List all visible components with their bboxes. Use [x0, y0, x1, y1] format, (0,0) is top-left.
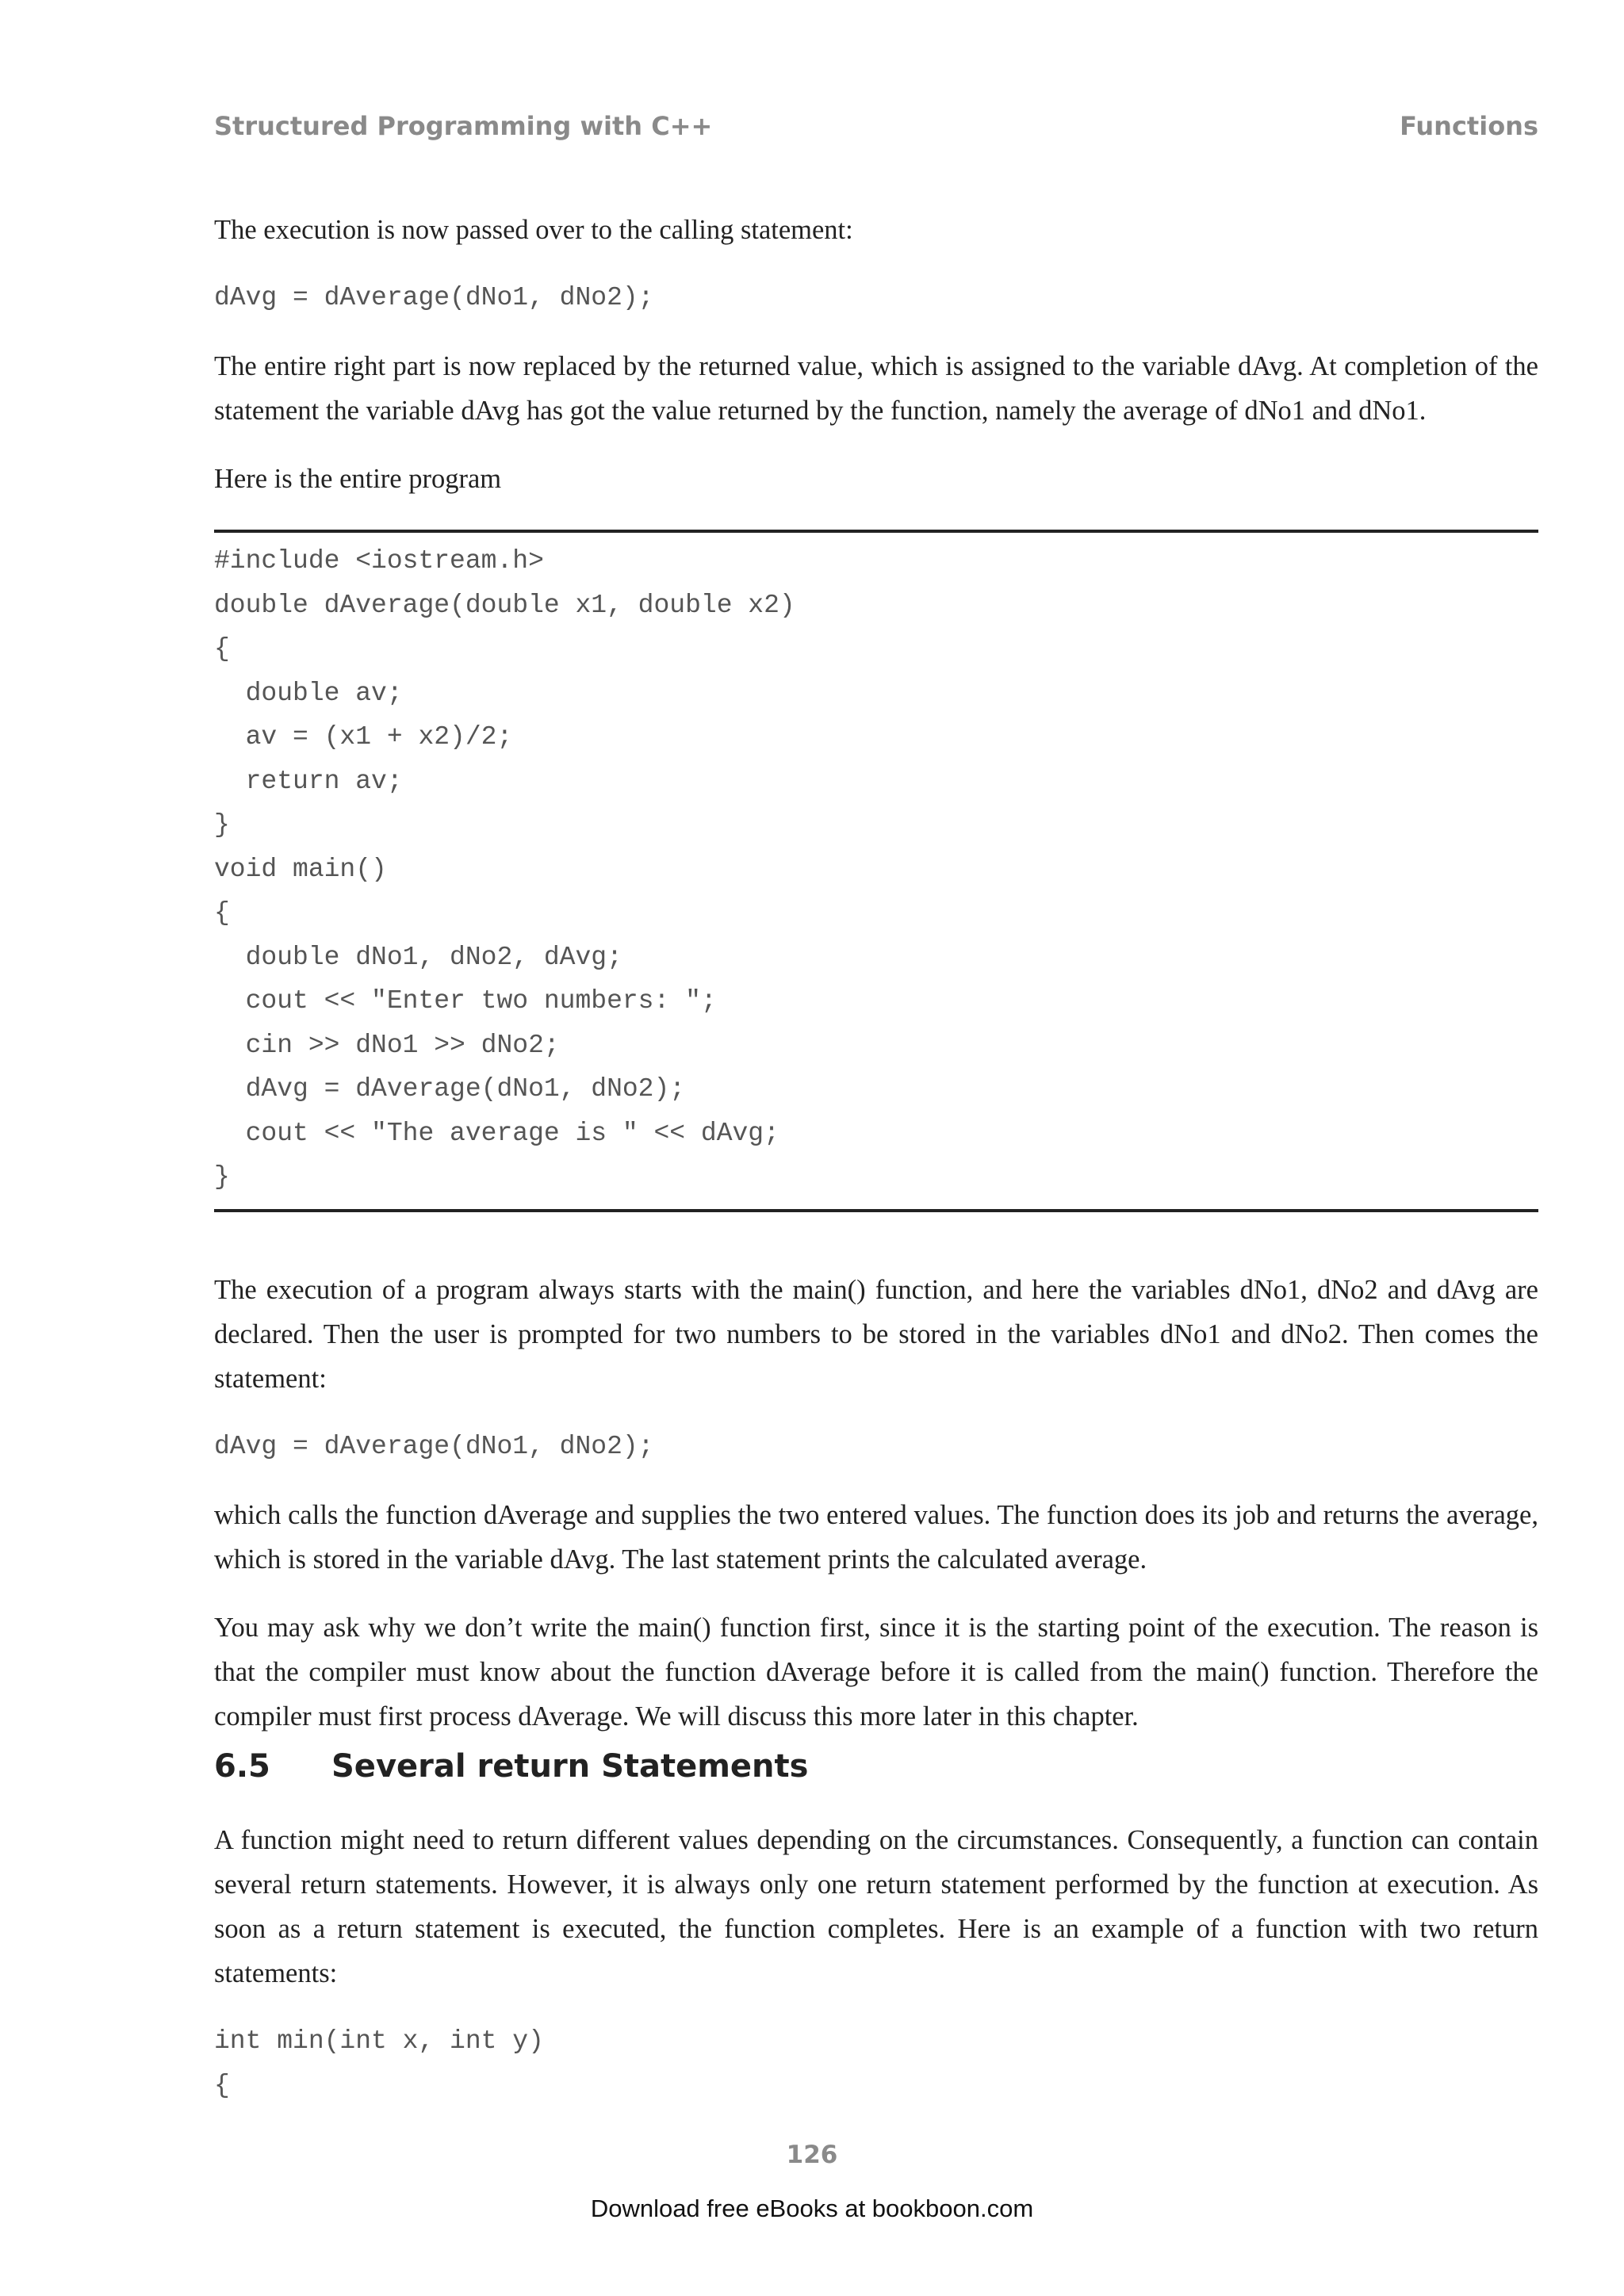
code-snippet-call-2: dAvg = dAverage(dNo1, dNo2);: [214, 1431, 654, 1461]
code-line: av = (x1 + x2)/2;: [214, 722, 513, 752]
code-line: void main(): [214, 854, 387, 884]
code-line: cout << "The average is " << dAvg;: [214, 1118, 779, 1148]
running-header: [214, 111, 1538, 141]
code-line: return av;: [214, 766, 403, 796]
paragraph-returned-value: The entire right part is now replaced by the returned value, which is assigned to the variable dAvg. At completion of the statement the variable dAvg has got the value returned by the function, namely the average of dNo1 and dNo1.: [214, 351, 1538, 426]
book-title: Structured Programming with C++: [214, 111, 713, 141]
section-heading: [214, 1739, 1538, 1794]
page-number: 126: [786, 2141, 838, 2169]
chapter-title: Functions: [1400, 111, 1538, 141]
paragraph-several-returns: A function might need to return different values depending on the circumstances. Consequently, a function can contain several return statements. However, it is always only one return statement performed by the function at execution. As soon as a return statement is executed, the function completes. Here is an example of a function with two return statements:: [214, 1824, 1538, 1988]
code-line: dAvg = dAverage(dNo1, dNo2);: [214, 1074, 686, 1104]
code-line: }: [214, 1162, 230, 1192]
code-line: cin >> dNo1 >> dNo2;: [214, 1030, 560, 1060]
paragraph-entire-program: Here is the entire program: [214, 464, 502, 494]
paragraph-calls-function: which calls the function dAverage and supplies the two entered values. The function does its job and returns the average, which is stored in the variable dAvg. The last statement prints the calculated average.: [214, 1499, 1538, 1575]
paragraph-why-not-main-first: You may ask why we don’t write the main() function first, since it is the starting point of the execution. The reason is that the compiler must know about the function dAverage before it is called from the main() function. Therefore the compiler must first process dAverage. We will discuss this more later in this chapter.: [214, 1612, 1538, 1732]
section-title: Several return Statements: [331, 1747, 809, 1785]
code-line: double dAverage(double x1, double x2): [214, 590, 795, 620]
code-line: double dNo1, dNo2, dAvg;: [214, 942, 622, 972]
code-snippet-min: [214, 2019, 1538, 2108]
code-snippet-call: dAvg = dAverage(dNo1, dNo2);: [214, 283, 654, 312]
paragraph-calling-statement: The execution is now passed over to the calling statement:: [214, 215, 853, 245]
section-number: 6.5: [214, 1747, 270, 1785]
program-listing: [214, 530, 1538, 1212]
download-link[interactable]: Download free eBooks at bookboon.com: [590, 2195, 1034, 2222]
code-line: int min(int x, int y): [214, 2026, 544, 2056]
code-line: double av;: [214, 678, 403, 708]
code-line: {: [214, 634, 230, 664]
code-line: }: [214, 810, 230, 840]
code-line: {: [214, 898, 230, 928]
main-content: [214, 208, 1538, 2108]
code-line: cout << "Enter two numbers: ";: [214, 986, 717, 1016]
paragraph-execution-starts: The execution of a program always starts with the main() function, and here the variables dNo1, dNo2 and dAvg are declared. Then the user is prompted for two numbers to be stored in the variables dNo1 and dNo2. Then comes the statement:: [214, 1274, 1538, 1394]
code-line: #include <iostream.h>: [214, 546, 544, 576]
code-line: {: [214, 2070, 230, 2100]
